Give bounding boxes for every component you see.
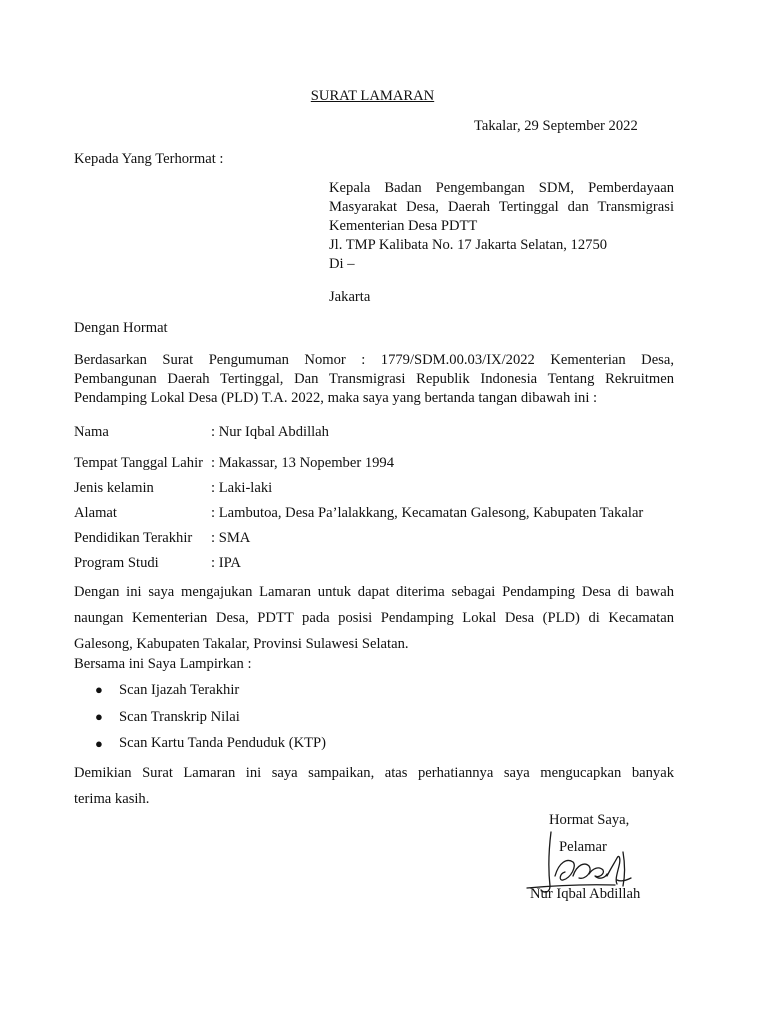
recipient-line: Jl. TMP Kalibata No. 17 Jakarta Selatan, 12750 [329, 236, 608, 253]
list-item: Scan Kartu Tanda Penduduk (KTP) [119, 735, 327, 751]
body-line: Dengan ini saya mengajukan Lamaran untuk dapat diterima sebagai Pendamping Desa di bawah [74, 584, 674, 600]
sign-off: Hormat Saya, [549, 812, 630, 828]
body-paragraph [74, 579, 674, 657]
recipient-line: Kepala Badan Pengembangan SDM, Pemberdayaan [329, 180, 674, 196]
bullet-icon: ● [95, 709, 103, 724]
recipient-line: Kementerian Desa PDTT [329, 217, 478, 234]
letter-title: SURAT LAMARAN [310, 88, 435, 104]
field-label-prodi: Program Studi [74, 555, 159, 571]
attachments-intro: Bersama ini Saya Lampirkan : [74, 656, 252, 672]
list-item: Scan Transkrip Nilai [119, 709, 240, 725]
field-label-gender: Jenis kelamin [74, 480, 154, 496]
field-value-prodi: : IPA [211, 555, 241, 571]
bullet-icon: ● [95, 736, 103, 751]
field-label-ttl: Tempat Tanggal Lahir [74, 455, 203, 471]
intro-paragraph [74, 351, 674, 408]
greeting: Dengan Hormat [74, 320, 168, 336]
field-label-nama: Nama [74, 424, 109, 440]
recipient-line: Masyarakat Desa, Daerah Tertinggal dan Transmigrasi [329, 198, 674, 215]
intro-line: Berdasarkan Surat Pengumuman Nomor : 1779/SDM.00.03/IX/2022 Kementerian Desa, [74, 352, 674, 368]
signer-role: Pelamar [559, 839, 607, 855]
closing-paragraph [74, 760, 674, 812]
recipient-line: Di – [329, 255, 355, 272]
salutation-to: Kepada Yang Terhormat : [74, 151, 224, 167]
field-label-pendidikan: Pendidikan Terakhir [74, 530, 193, 546]
closing-line: Demikian Surat Lamaran ini saya sampaikan, atas perhatiannya saya mengucapkan banyak [74, 765, 674, 781]
intro-line: Pendamping Lokal Desa (PLD) T.A. 2022, maka saya yang bertanda tangan dibawah ini : [74, 389, 598, 406]
field-value-ttl: : Makassar, 13 Nopember 1994 [211, 455, 395, 471]
signer-name: Nur Iqbal Abdillah [530, 886, 641, 902]
field-value-alamat: : Lambutoa, Desa Pa’lalakkang, Kecamatan Galesong, Kabupaten Takalar [211, 505, 644, 521]
recipient-city: Jakarta [329, 289, 371, 305]
closing-line: terima kasih. [74, 791, 150, 807]
place-date: Takalar, 29 September 2022 [474, 118, 638, 134]
bullet-icon: ● [95, 682, 103, 697]
body-line: Galesong, Kabupaten Takalar, Provinsi Sulawesi Selatan. [74, 636, 409, 652]
field-value-gender: : Laki-laki [211, 480, 273, 496]
list-item: Scan Ijazah Terakhir [119, 682, 240, 698]
field-value-nama: : Nur Iqbal Abdillah [211, 424, 329, 440]
field-label-alamat: Alamat [74, 505, 117, 521]
intro-line: Pembangunan Daerah Tertinggal, Dan Transmigrasi Republik Indonesia Tentang Rekruitmen [74, 370, 674, 387]
field-value-pendidikan: : SMA [211, 530, 251, 546]
recipient-block [329, 179, 674, 274]
body-line: naungan Kementerian Desa, PDTT pada posisi Pendamping Lokal Desa (PLD) di Kecamatan [74, 610, 674, 626]
